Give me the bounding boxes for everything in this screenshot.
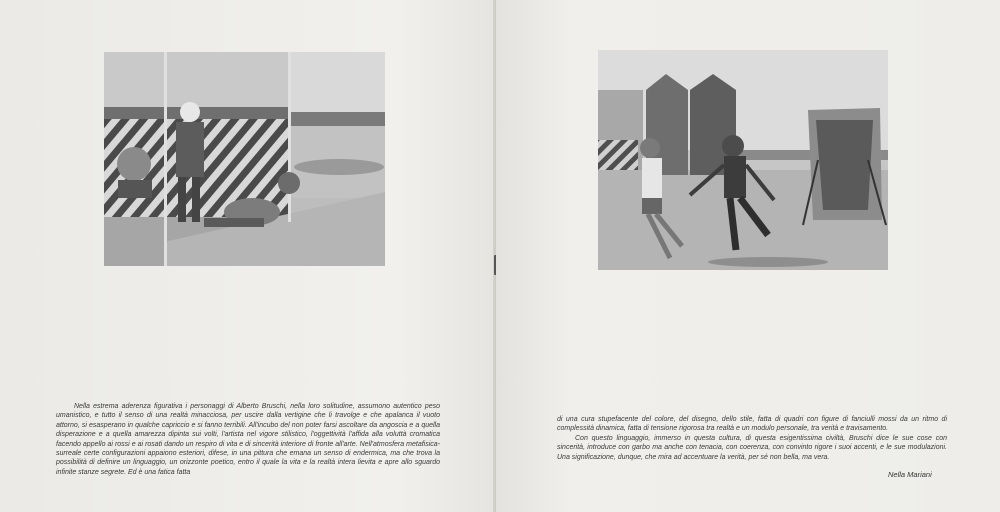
right-page xyxy=(496,0,1000,512)
right-body-text xyxy=(557,415,947,462)
painting-photo-children-by-striped-wall xyxy=(104,52,385,266)
painting-photo-children-running-beach xyxy=(598,50,888,270)
author-signature: Nella Mariani xyxy=(888,470,932,479)
right-paragraph-1: di una cura stupefacente del colore, del disegno, dello stile, fatta di quadri con figure di fanciulli mossi da un ritmo di complessità dinamica, fatta di tensione rigorosa tra realtà e un modulo personale, tra verità e travisamento. xyxy=(557,416,947,433)
left-body-text xyxy=(56,402,440,477)
left-page xyxy=(0,0,496,512)
left-paragraph: Nella estrema aderenza figurativa i personaggi di Alberto Bruschi, nella loro solitudine, assumono autentico peso umanistico, e tutto il senso di una realtà minacciosa, per uscire dalla vertigine che li travolge e che apalanca il vuoto attorno, si esasperano in qualche capriccio e si fanno terribili. All'incubo del non poter farsi ascoltare da angoscia e a quella disperazione e a quella amarezza dipinta sui volti, l'artista nel vigore stilistico, l'oggettività l'affida alla voluttà cromatica facendo appello ai rossi e ai rosati dando un respiro di vita e di sincerità interiore di fronte all'arte. Nell'atmosfera metafisica-surreale certe configurazioni appaiono esteriori, difese, in una pittura che emana un senso di endermica, ma che trova la possibilità di definire un linguaggio, un orizzonte poetico, entro il quale la vita e la realtà intera lievita e apre allo sguardo infinite stanze segrete. Ed è una fatica fatta xyxy=(56,403,440,476)
right-paragraph-2: Con questo linguaggio, immerso in questa cultura, di questa esigentissima civiltà, Bruschi dice le sue cose con sincerità, introduce con garbo ma anche con tenacia, con coerenza, con convinto rigore i suoi accenti, e le sue modulazioni. Una significazione, dunque, che mira ad accentuare la verità, per sé non bella, ma vera. xyxy=(557,434,947,461)
